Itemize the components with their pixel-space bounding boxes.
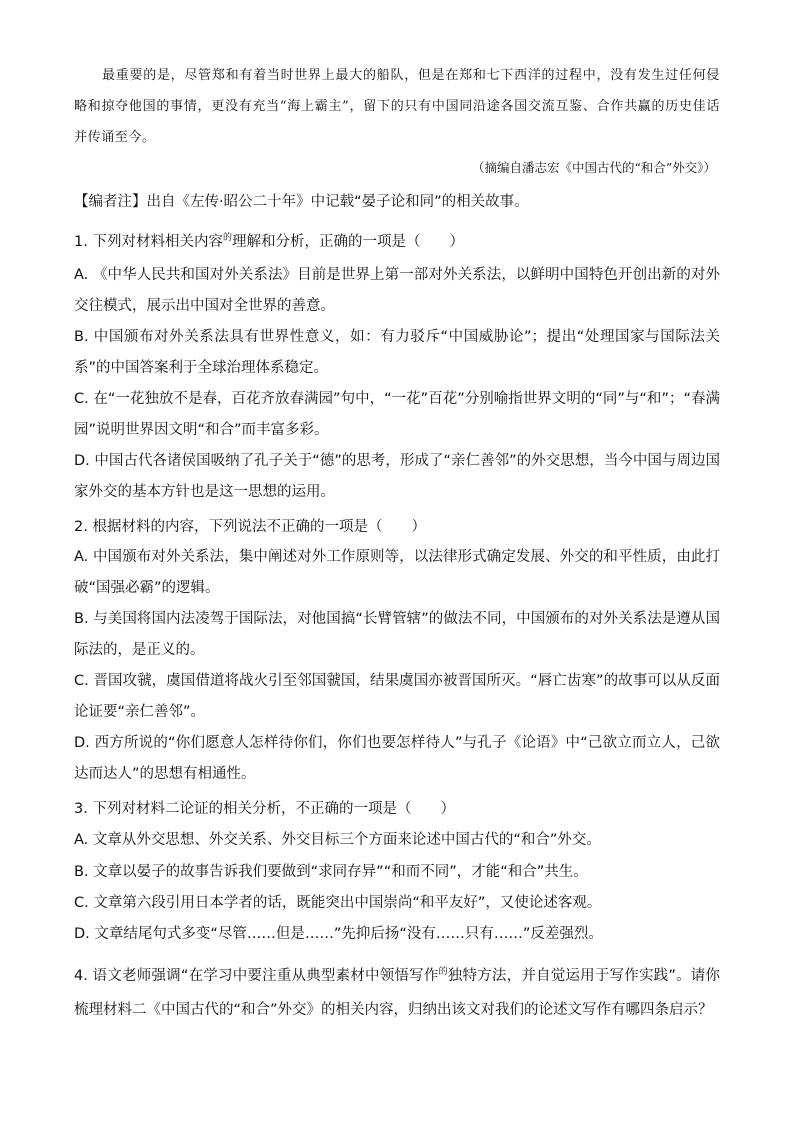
question-1-option-b: B. 中国颁布对外关系法具有世界性意义，如：有力驳斥“中国威胁论”；提出“处理国家与国际法关系”的中国答案利于全球治理体系稳定。	[74, 329, 720, 376]
question-2-option-a: A. 中国颁布对外关系法，集中阐述对外工作原则等，以法律形式确定发展、外交的和平性质，由此打破“国强必霸”的逻辑。	[74, 549, 720, 596]
question-1-stem-text: 1. 下列对材料相关内容	[74, 234, 223, 250]
question-2-option-b: B. 与美国将国内法凌驾于国际法，对他国搞“长臂管辖”的做法不同，中国颁布的对外关系法是遵从国际法的，是正义的。	[74, 611, 720, 658]
question-3-option-d: D. 文章结尾句式多变“尽管……但是……”先抑后扬“没有……只有……”反差强烈。	[74, 926, 603, 942]
passage-source: （摘编自潘志宏《中国古代的“和合”外交》）	[471, 160, 716, 175]
question-3-stem: 3. 下列对材料二论证的相关分析，不正确的一项是（ ）	[74, 801, 455, 817]
question-1-stem-sup: 的	[222, 233, 232, 244]
passage-paragraph: 最重要的是，尽管郑和有着当时世界上最大的船队，但是在郑和七下西洋的过程中，没有发生过任何侵略和掠夺他国的事情，更没有充当“海上霸主”，留下的只有中国同沿途各国交流互鉴、合作共赢的历史佳话并传诵至今。	[74, 68, 720, 145]
question-2-stem: 2. 根据材料的内容，下列说法不正确的一项是（ ）	[74, 519, 426, 535]
editor-note: 【编者注】出自《左传·昭公二十年》中记载“晏子论和同”的相关故事。	[74, 194, 529, 210]
question-3-option-c: C. 文章第六段引用日本学者的话，既能突出中国崇尚“和平友好”，又使论述客观。	[74, 895, 602, 911]
question-4-stem-sup: 的	[438, 967, 448, 977]
question-2-option-c: C. 晋国攻虢，虞国借道将战火引至邻国虢国，结果虞国亦被晋国所灭。“唇亡齿寒”的故事可以从反面论证要“亲仁善邻”。	[74, 673, 720, 720]
question-1-option-a: A. 《中华人民共和国对外关系法》目前是世界上第一部对外关系法，以鲜明中国特色开创出新的对外交往模式，展示出中国对全世界的善意。	[74, 267, 720, 314]
question-1-stem-end: 理解和分析，正确的一项是（ ）	[231, 234, 464, 250]
question-4-stem	[74, 955, 720, 1027]
question-3-option-a: A. 文章从外交思想、外交关系、外交目标三个方面来论述中国古代的“和合”外交。	[74, 832, 601, 848]
question-3-option-b: B. 文章以晏子的故事告诉我们要做到“求同存异”“和而不同”，才能“和合”共生。	[74, 864, 588, 880]
question-4-stem-text: 4. 语文老师强调“在学习中要注重从典型素材中领悟写作	[74, 967, 439, 984]
question-4-stem-end: 独特方法，并自觉运用于写作实践”。请你梳理材料二《中国古代的“和合”外交》的相关内容，归纳出该文对我们的论述文写作有哪四条启示？	[74, 967, 720, 1018]
question-1-option-d: D. 中国古代各诸侯国吸纳了孔子关于“德”的思考，形成了“亲仁善邻”的外交思想，当今中国与周边国家外交的基本方针也是这一思想的运用。	[74, 453, 720, 500]
question-1-option-c: C. 在“一花独放不是春，百花齐放春满园”句中，“一花”百花”分别喻指世界文明的“同”与“和”；“春满园”说明世界因文明“和合”而丰富多彩。	[74, 391, 720, 438]
question-2-option-d: D. 西方所说的“你们愿意人怎样待你们，你们也要怎样待人”与孔子《论语》中“己欲立而立人，己欲达而达人”的思想有相通性。	[74, 735, 720, 782]
question-1-stem	[74, 230, 720, 251]
